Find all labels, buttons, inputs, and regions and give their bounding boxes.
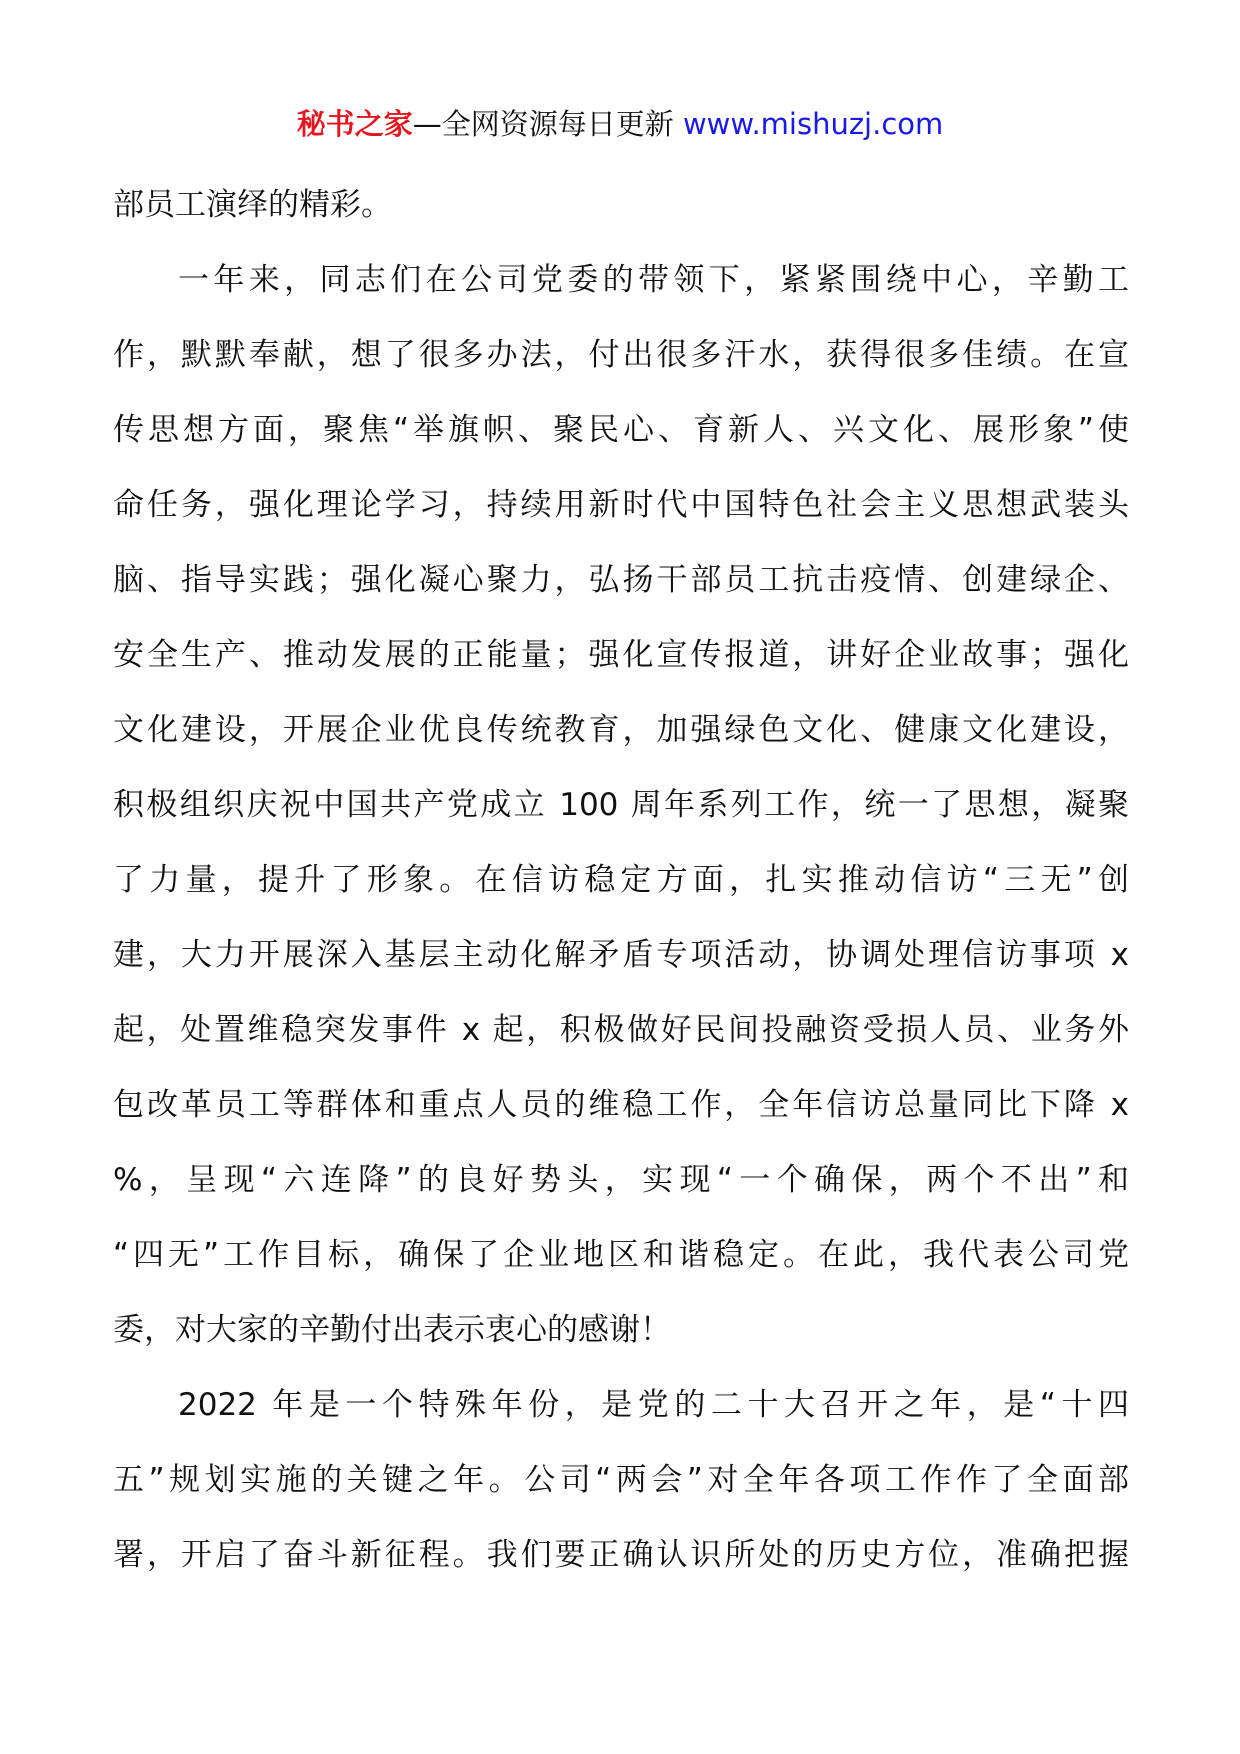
- paragraph: [113, 1368, 1129, 1593]
- text-line: 一年来，同志们在公司党委的带领下，紧紧围绕中心，辛勤工: [178, 262, 1129, 298]
- text-line: 建，大力开展深入基层主动化解矛盾专项活动，协调处理信访事项 x: [113, 937, 1129, 973]
- paragraph: [113, 243, 1129, 1368]
- text-line: 作，默默奉献，想了很多办法，付出很多汗水，获得很多佳绩。在宣: [113, 337, 1129, 373]
- header-tagline: —全网资源每日更新: [412, 107, 674, 141]
- text-line: 安全生产、推动发展的正能量；强化宣传报道，讲好企业故事；强化: [113, 637, 1129, 673]
- brand-name: 秘书之家: [296, 107, 413, 141]
- text-line: 脑、指导实践；强化凝心聚力，弘扬干部员工抗击疫情、创建绿企、: [113, 562, 1129, 598]
- text-line: 包改革员工等群体和重点人员的维稳工作，全年信访总量同比下降 x: [113, 1087, 1129, 1123]
- text-line: %，呈现“六连降”的良好势头，实现“一个确保，两个不出”和: [113, 1162, 1129, 1198]
- text-line: 积极组织庆祝中国共产党成立 100 周年系列工作，统一了思想，凝聚: [113, 787, 1129, 823]
- text-line: 了力量，提升了形象。在信访稳定方面，扎实推动信访“三无”创: [113, 862, 1129, 898]
- site-header: [0, 104, 1240, 144]
- site-url-link[interactable]: www.mishuzj.com: [682, 107, 944, 141]
- text-line: 2022 年是一个特殊年份，是党的二十大召开之年，是“十四: [178, 1387, 1129, 1423]
- paragraph: [113, 168, 1129, 243]
- document-body: [113, 168, 1129, 1593]
- text-line: 部员工演绎的精彩。: [113, 187, 392, 223]
- text-line: 署，开启了奋斗新征程。我们要正确认识所处的历史方位，准确把握: [113, 1537, 1129, 1573]
- text-line: 传思想方面，聚焦“举旗帜、聚民心、育新人、兴文化、展形象”使: [113, 412, 1129, 448]
- text-line: 委，对大家的辛勤付出表示衷心的感谢！: [113, 1312, 671, 1348]
- text-line: 文化建设，开展企业优良传统教育，加强绿色文化、健康文化建设，: [113, 712, 1129, 748]
- text-line: 五”规划实施的关键之年。公司“两会”对全年各项工作作了全面部: [113, 1462, 1129, 1498]
- text-line: 起，处置维稳突发事件 x 起，积极做好民间投融资受损人员、业务外: [113, 1012, 1129, 1048]
- text-line: “四无”工作目标，确保了企业地区和谐稳定。在此，我代表公司党: [113, 1237, 1129, 1273]
- text-line: 命任务，强化理论学习，持续用新时代中国特色社会主义思想武装头: [113, 487, 1129, 523]
